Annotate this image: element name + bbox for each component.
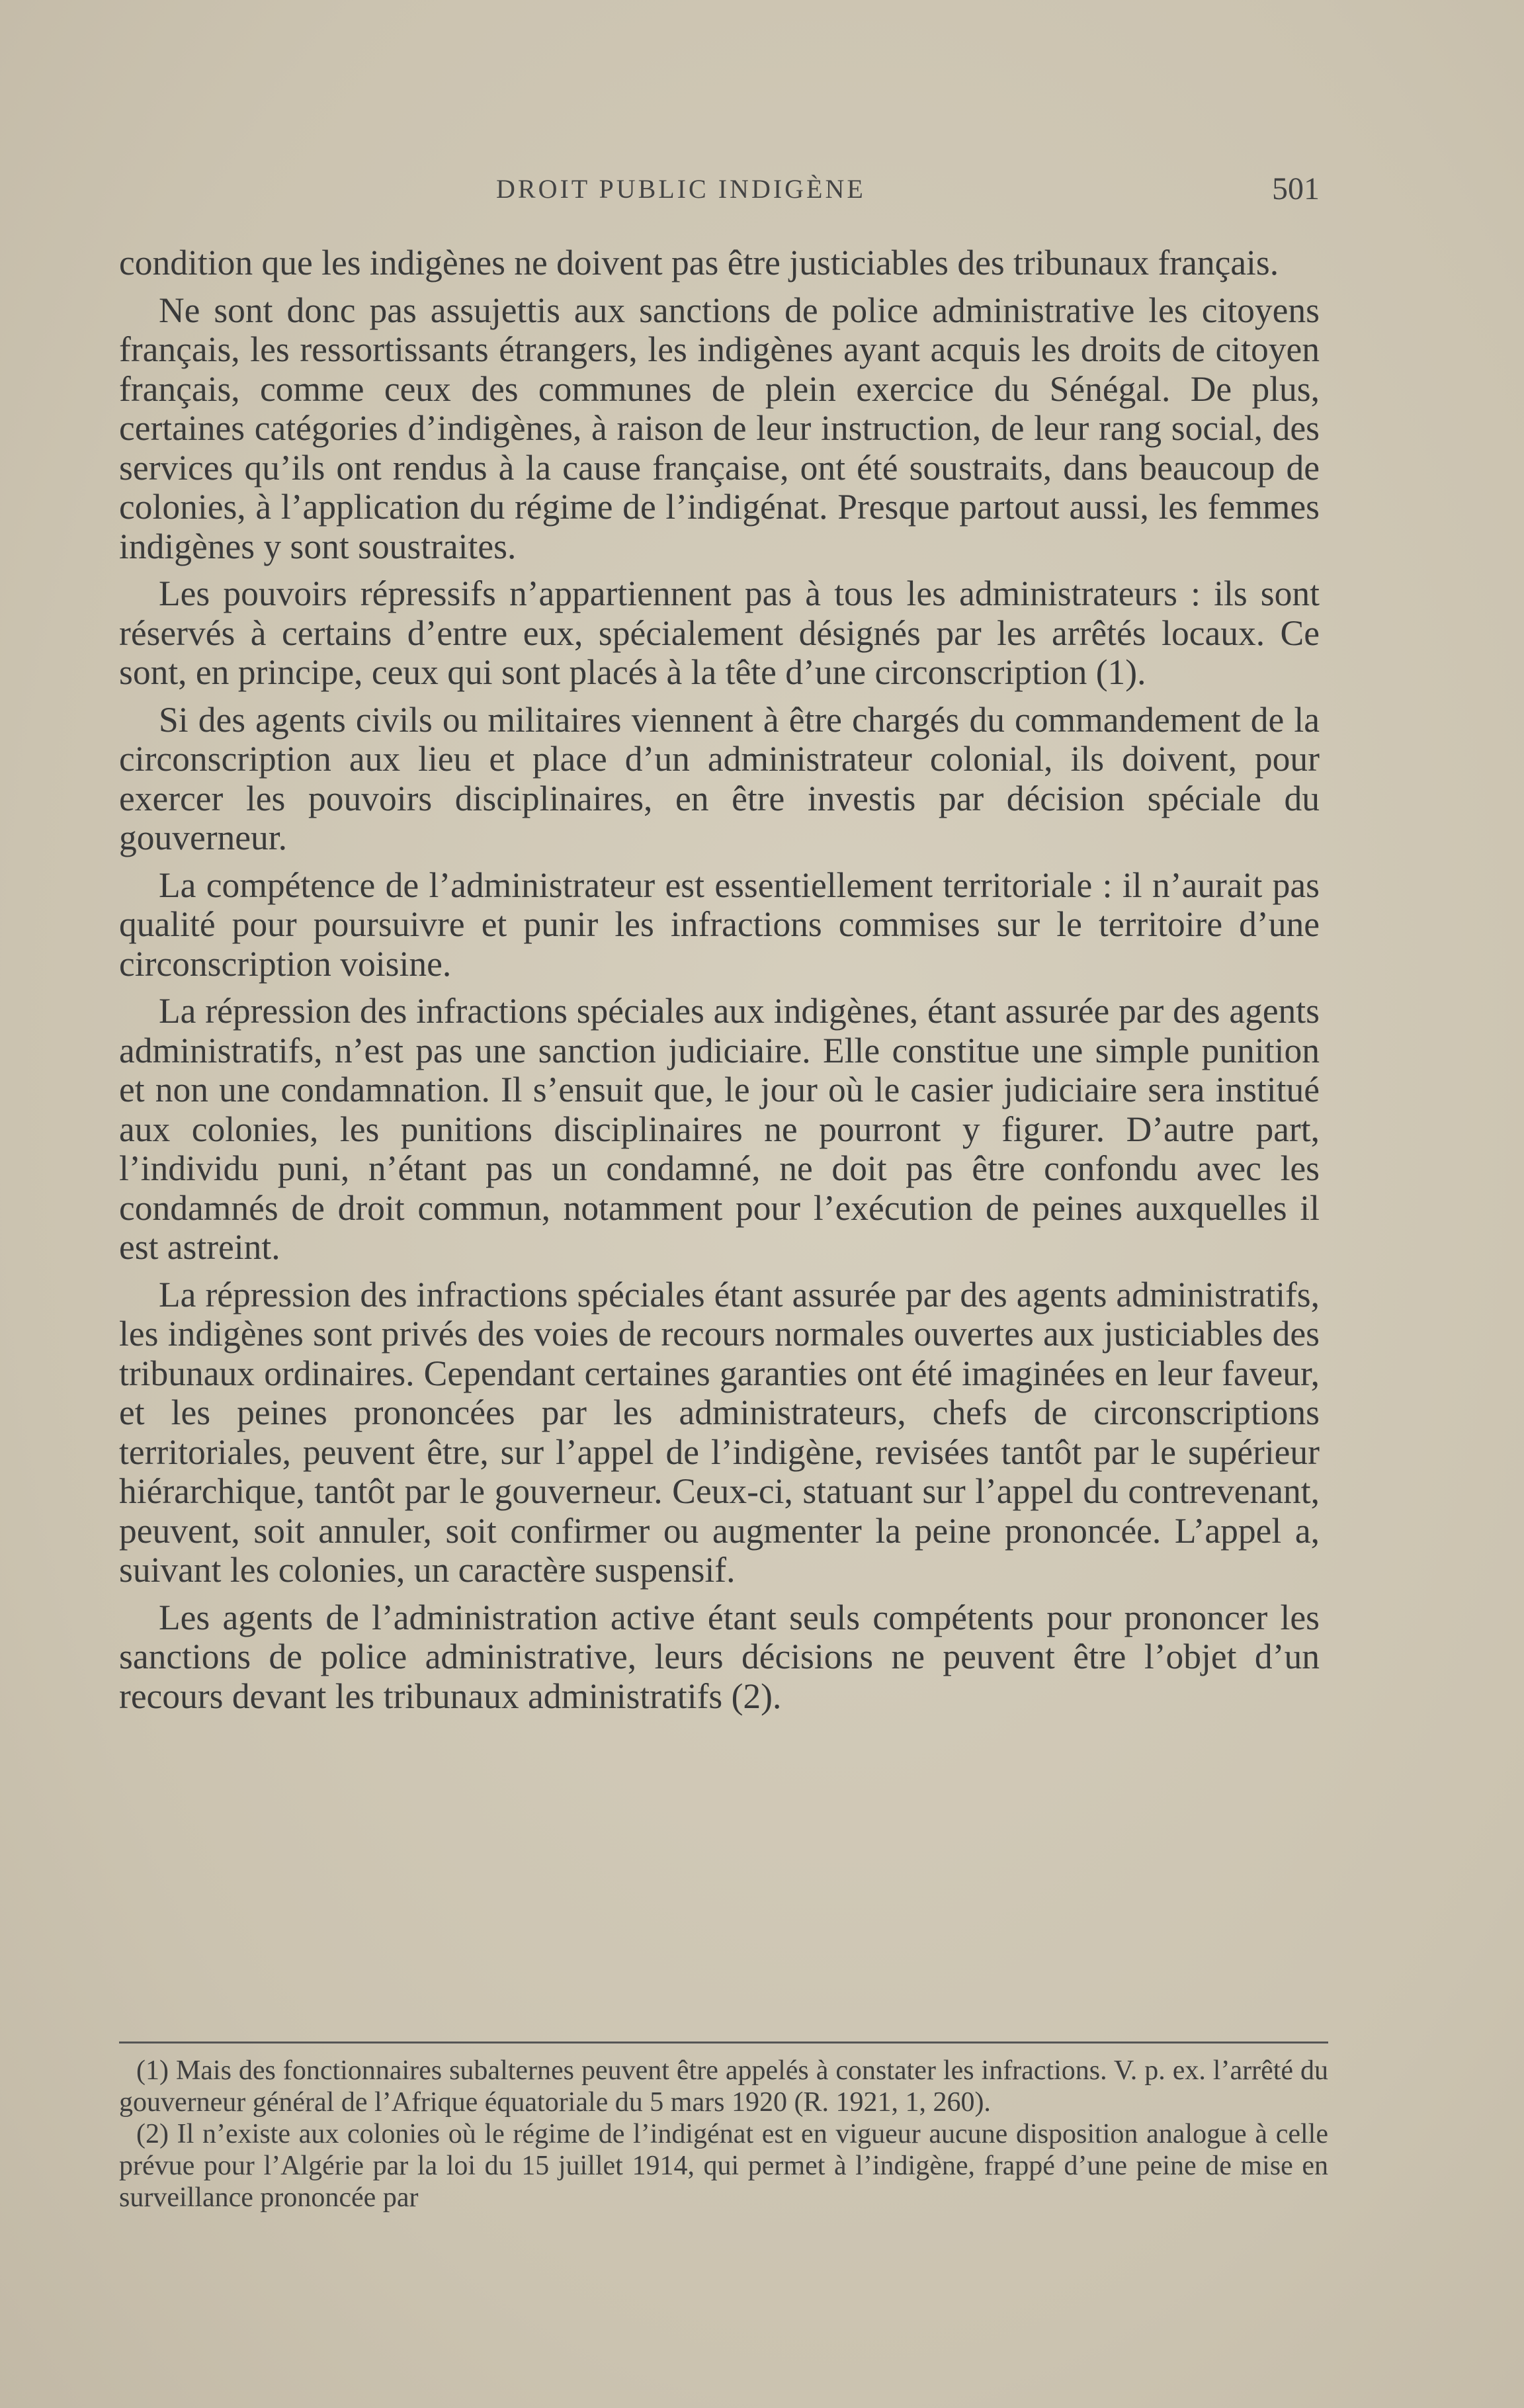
paragraph-continuation: condition que les indigènes ne doivent pas être justiciables des tribunaux français. [119,243,1279,282]
footnote-1: (1) Mais des fonctionnaires subalternes peuvent être appelés à constater les infractions. V. p. ex. l’arrêté du gouverneur général de l’Afrique équatoriale du 5 mars 1920 (R. 1921, 1, 260). [119,2055,1328,2118]
running-title: DROIT PUBLIC INDIGÈNE [496,174,866,204]
paragraph: Ne sont donc pas assujettis aux sanctions de police administrative les citoyens français, les ressortissants étrangers, les indigènes ayant acquis les droits de citoyen français, comme ceux des communes de plein exercice du Sénégal. De plus, certaines catégories d’indigènes, à raison de leur instruction, de leur rang social, des services qu’ils ont rendus à la cause française, ont été soustraits, dans beaucoup de colonies, à l’application du régime de l’indigénat. Presque partout aussi, les femmes indigènes y sont soustraites. [119,290,1320,566]
paragraph: La répression des infractions spéciales aux indigènes, étant assurée par des agents administratifs, n’est pas une sanction judiciaire. Elle constitue une simple punition et non une condamnation. Il s’ensuit que, le jour où le casier judiciaire sera institué aux colonies, les punitions disciplinaires ne pourront y figurer. D’autre part, l’individu puni, n’étant pas un condamné, ne doit pas être confondu avec les condamnés de droit commun, notamment pour l’exécution de peines auxquelles il est astreint. [119,991,1320,1267]
footnote-separator [119,2042,1328,2043]
footnote-2: (2) Il n’existe aux colonies où le régime de l’indigénat est en vigueur aucune disposition analogue à celle prévue pour l’Algérie par la loi du 15 juillet 1914, qui permet à l’indigène, frappé d’une peine de mise en surveillance prononcée par [119,2119,1328,2213]
paragraph: La compétence de l’administrateur est essentiellement territoriale : il n’aurait pas qualité pour poursuivre et punir les infractions commises sur le territoire d’une circonscription voisine. [119,865,1320,984]
paragraph: Les agents de l’administration active étant seuls compétents pour prononcer les sanctions de police administrative, leurs décisions ne peuvent être l’objet d’un recours devant les tribunaux administratifs (2). [119,1597,1320,1716]
paragraph: Si des agents civils ou militaires viennent à être chargés du commandement de la circonscription aux lieu et place d’un administrateur colonial, ils doivent, pour exercer les pouvoirs disciplinaires, en être investis par décision spéciale du gouverneur. [119,699,1320,857]
paragraph: Les pouvoirs répressifs n’appartiennent pas à tous les administrateurs : ils sont réservés à certains d’entre eux, spécialement désignés par les arrêtés locaux. Ce sont, en principe, ceux qui sont placés à la tête d’une circonscription (1). [119,574,1320,692]
footnotes [119,2055,1328,2214]
body-text [119,243,1320,1724]
page-number: 501 [1272,171,1320,206]
page-header [119,173,1320,213]
paragraph: La répression des infractions spéciales étant assurée par des agents administratifs, les indigènes sont privés des voies de recours normales ouvertes aux justiciables des tribunaux ordinaires. Cependant certaines garanties ont été imaginées en leur faveur, et les peines prononcées par les administrateurs, chefs de circonscriptions territoriales, peuvent être, sur l’appel de l’indigène, revisées tantôt par le supérieur hiérarchique, tantôt par le gouverneur. Ceux-ci, statuant sur l’appel du contrevenant, peuvent, soit annuler, soit confirmer ou augmenter la peine prononcée. L’appel a, suivant les colonies, un caractère suspensif. [119,1274,1320,1590]
